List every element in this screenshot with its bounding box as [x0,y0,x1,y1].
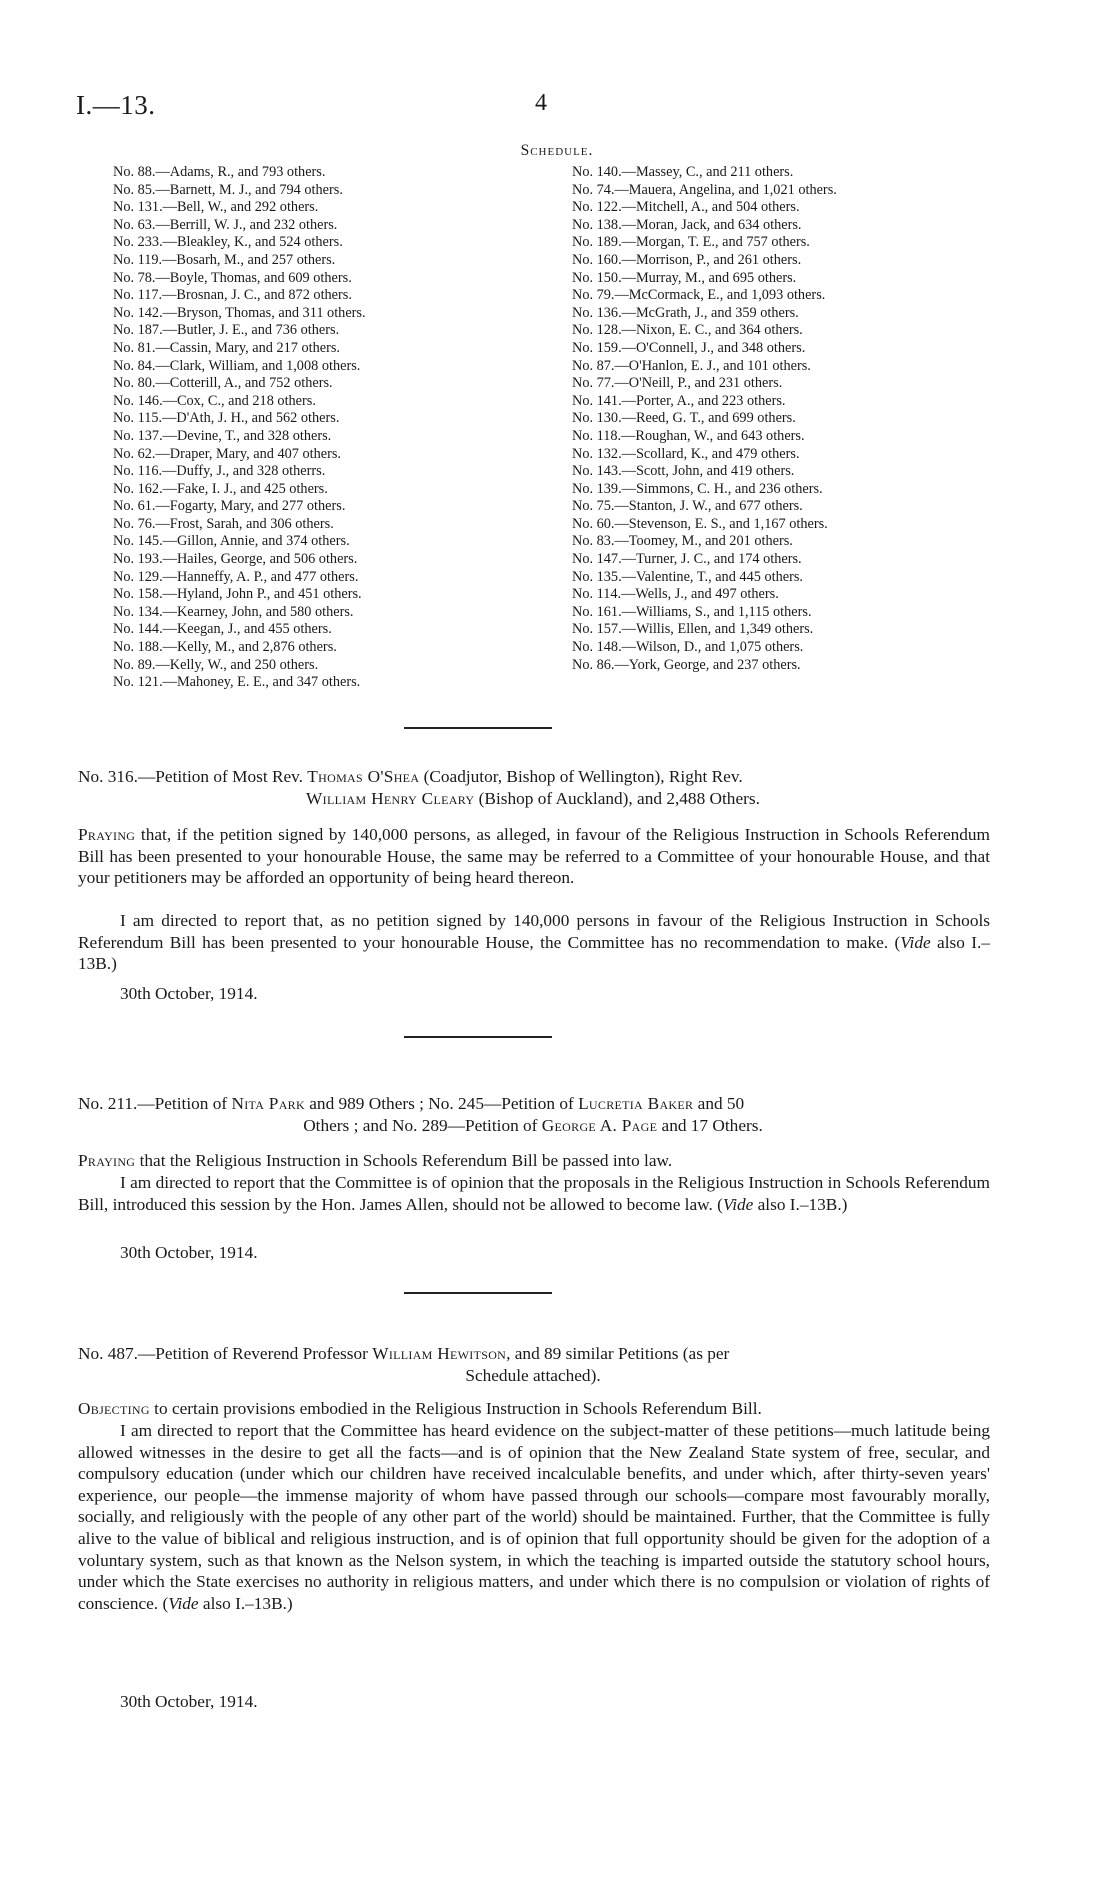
schedule-entry: No. 138.—Moran, Jack, and 634 others. [572,216,802,233]
schedule-entry: No. 139.—Simmons, C. H., and 236 others. [572,480,823,497]
schedule-entry: No. 88.—Adams, R., and 793 others. [113,164,326,180]
schedule-entry: No. 141.—Porter, A., and 223 others. [572,392,786,409]
divider [404,1036,552,1038]
schedule-entry: No. 157.—Willis, Ellen, and 1,349 others. [572,621,814,638]
schedule-entry: No. 131.—Bell, W., and 292 others. [113,199,319,216]
schedule-entry: No. 134.—Kearney, John, and 580 others. [113,603,354,620]
schedule-entry: No. 159.—O'Connell, J., and 348 others. [572,339,806,356]
schedule-entry: No. 147.—Turner, J. C., and 174 others. [572,551,802,568]
schedule-entry: No. 148.—Wilson, D., and 1,075 others. [572,639,804,656]
petition-316-report: I am directed to report that, as no petition signed by 140,000 persons in favour of the Religious Instruction in Schools Referendum Bill has been presented to your honourable House, the Committee has no recommendation to make. (Vide also I.–13B.) [78,911,990,974]
schedule-left-column [113,164,366,692]
schedule-entry: No. 79.—McCormack, E., and 1,093 others. [572,287,826,304]
schedule-entry: No. 121.—Mahoney, E. E., and 347 others. [113,674,361,691]
schedule-entry: No. 116.—Duffy, J., and 328 otherrs. [113,463,326,480]
schedule-entry: No. 132.—Scollard, K., and 479 others. [572,445,800,462]
schedule-entry: No. 136.—McGrath, J., and 359 others. [572,304,799,321]
schedule-entry: No. 161.—Williams, S., and 1,115 others. [572,603,812,620]
schedule-entry: No. 162.—Fake, I. J., and 425 others. [113,480,328,497]
petition-316-prayer: Praying that, if the petition signed by 140,000 persons, as alleged, in favour of the Religious Instruction in Schools Referendum Bill has been presented to your honourable House, the same may be referred to a Committee of your honourable House, and that your petitioners may be afforded an opportunity of being heard thereon. [78,825,990,888]
schedule-entry: No. 83.—Toomey, M., and 201 others. [572,533,793,550]
schedule-entry: No. 119.—Bosarh, M., and 257 others. [113,251,336,268]
title-line: William Henry Cleary (Bishop of Auckland), and 2,488 Others. [306,789,760,808]
schedule-entry: No. 146.—Cox, C., and 218 others. [113,392,316,409]
petition-211-prayer: Praying that the Religious Instruction in Schools Referendum Bill be passed into law. [78,1151,673,1170]
schedule-entry: No. 60.—Stevenson, E. S., and 1,167 others. [572,515,828,532]
schedule-entry: No. 77.—O'Neill, P., and 231 others. [572,375,783,392]
petition-487-report: I am directed to report that the Committee has heard evidence on the subject-matter of these petitions—much latitude being allowed witnesses in the desire to get all the facts—and is of opinion that the New Zealand State system of free, secular, and compulsory education (under which our children have received incalculable benefits, and under which, after thirty-seven years' experience, our people—the immense majority of whom have passed through our schools—compare most favourably morally, socially, and religiously with the people of any other part of the world) should be maintained. Further, that the Committee is fully alive to the value of biblical and religious instruction, and is of opinion that full opportunity should be given for the adoption of a voluntary system, such as that known as the Nelson system, in which the teaching is imparted outside the statutory school hours, under which the State exercises no authority in religious matters, and under which there is no compulsion or violation of rights of conscience. (Vide also I.–13B.) [78,1421,990,1613]
schedule-entry: No. 129.—Hanneffy, A. P., and 477 others. [113,568,359,585]
title-line: No. 211.—Petition of Nita Park and 989 Others ; No. 245—Petition of Lucretia Baker and 50 [78,1094,745,1113]
petition-211-title [78,1093,988,1137]
petition-487-objection: Objecting to certain provisions embodied in the Religious Instruction in Schools Referendum Bill. [78,1399,762,1418]
schedule-entry: No. 86.—York, George, and 237 others. [572,656,801,673]
title-line: Others ; and No. 289—Petition of George A. Page and 17 Others. [303,1116,763,1135]
petition-316-date: 30th October, 1914. [120,984,258,1003]
schedule-entry: No. 158.—Hyland, John P., and 451 others. [113,586,362,603]
title-line: Schedule attached). [465,1366,601,1385]
schedule-entry: No. 76.—Frost, Sarah, and 306 others. [113,515,334,532]
schedule-entry: No. 122.—Mitchell, A., and 504 others. [572,199,800,216]
schedule-entry: No. 140.—Massey, C., and 211 others. [572,164,794,180]
divider [404,727,552,729]
schedule-entry: No. 87.—O'Hanlon, E. J., and 101 others. [572,357,811,374]
schedule-entry: No. 193.—Hailes, George, and 506 others. [113,551,358,568]
schedule-entry: No. 62.—Draper, Mary, and 407 others. [113,445,341,462]
petition-211-report: I am directed to report that the Committee is of opinion that the proposals in the Religious Instruction in Schools Referendum Bill, introduced this session by the Hon. James Allen, should not be allowed to become law. (Vide also I.–13B.) [78,1173,990,1214]
schedule-entry: No. 75.—Stanton, J. W., and 677 others. [572,498,803,515]
schedule-entry: No. 81.—Cassin, Mary, and 217 others. [113,339,341,356]
schedule-right-column [572,164,837,674]
schedule-entry: No. 117.—Brosnan, J. C., and 872 others. [113,287,352,304]
schedule-entry: No. 130.—Reed, G. T., and 699 others. [572,410,796,427]
schedule-entry: No. 114.—Wells, J., and 497 others. [572,586,779,603]
schedule-entry: No. 115.—D'Ath, J. H., and 562 others. [113,410,340,427]
schedule-entry: No. 145.—Gillon, Annie, and 374 others. [113,533,350,550]
schedule-entry: No. 61.—Fogarty, Mary, and 277 others. [113,498,346,515]
schedule-title: Schedule. [520,142,594,159]
schedule-entry: No. 128.—Nixon, E. C., and 364 others. [572,322,803,339]
schedule-entry: No. 189.—Morgan, T. E., and 757 others. [572,234,810,251]
schedule-entry: No. 80.—Cotterill, A., and 752 others. [113,375,333,392]
page-number: 4 [535,90,547,116]
divider [404,1292,552,1294]
schedule-entry: No. 143.—Scott, John, and 419 others. [572,463,795,480]
schedule-entry: No. 135.—Valentine, T., and 445 others. [572,568,803,585]
schedule-entry: No. 74.—Mauera, Angelina, and 1,021 others. [572,181,837,198]
petition-211-date: 30th October, 1914. [120,1243,258,1262]
schedule-entry: No. 160.—Morrison, P., and 261 others. [572,251,802,268]
petition-487-date: 30th October, 1914. [120,1692,258,1711]
schedule-entry: No. 78.—Boyle, Thomas, and 609 others. [113,269,352,286]
schedule-entry: No. 84.—Clark, William, and 1,008 others. [113,357,361,374]
title-line: No. 316.—Petition of Most Rev. Thomas O'Shea (Coadjutor, Bishop of Wellington), Right Rev. [78,767,743,786]
doc-reference: I.—13. [76,90,156,120]
schedule-entry: No. 233.—Bleakley, K., and 524 others. [113,234,343,251]
schedule-entry: No. 63.—Berrill, W. J., and 232 others. [113,216,338,233]
schedule-entry: No. 142.—Bryson, Thomas, and 311 others. [113,304,366,321]
schedule-entry: No. 188.—Kelly, M., and 2,876 others. [113,639,337,656]
petition-487-title [78,1343,988,1387]
schedule-entry: No. 187.—Butler, J. E., and 736 others. [113,322,340,339]
schedule-entry: No. 144.—Keegan, J., and 455 others. [113,621,332,638]
schedule-entry: No. 150.—Murray, M., and 695 others. [572,269,797,286]
petition-316-title [78,766,988,810]
schedule-entry: No. 85.—Barnett, M. J., and 794 others. [113,181,343,198]
title-line: No. 487.—Petition of Reverend Professor William Hewitson, and 89 similar Petitions (as per [78,1344,730,1363]
schedule-entry: No. 137.—Devine, T., and 328 others. [113,427,332,444]
schedule-entry: No. 89.—Kelly, W., and 250 others. [113,656,319,673]
schedule-entry: No. 118.—Roughan, W., and 643 others. [572,427,805,444]
